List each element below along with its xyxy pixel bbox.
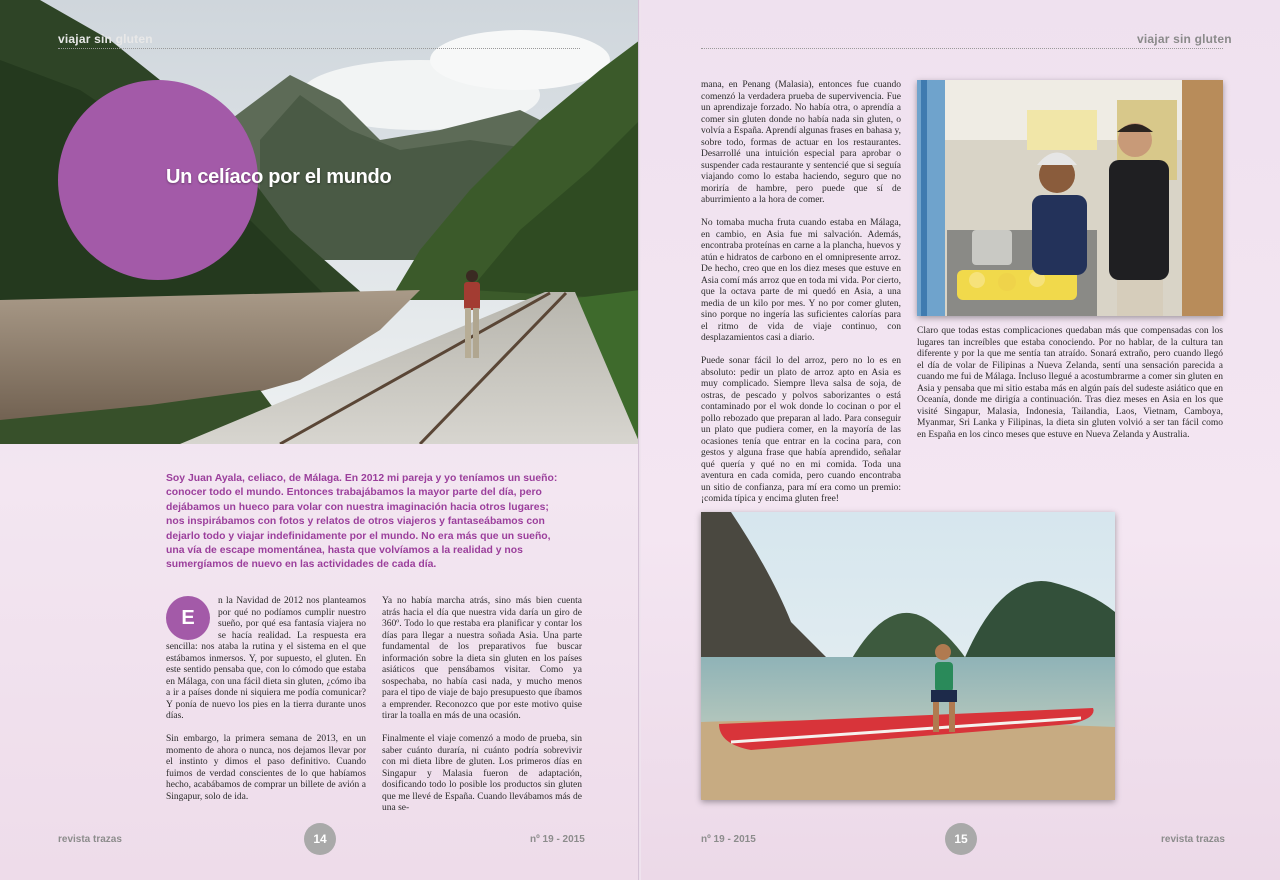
article-intro [166, 472, 566, 573]
body-column-2 [382, 596, 582, 826]
footer-magazine-left: revista trazas [58, 834, 122, 845]
body-column-1 [166, 596, 366, 815]
page-number-left: 14 [304, 823, 336, 855]
street-food-photo [917, 80, 1223, 316]
header-divider-left [58, 48, 580, 49]
page-number-right: 15 [945, 823, 977, 855]
footer-issue-left: nº 19 - 2015 [530, 834, 585, 845]
paragraph: No tomaba mucha fruta cuando estaba en Málaga, en cambio, en Asia fue mi salvación. Además, encontraba proteínas en carne a la plancha, huevos y atún e hidratos de carbono en el omnipresente arroz. De hecho, creo que en los diez meses que estuve en Asia comí más arroz que en toda mi vida. Por cierto, que la octava parte de mi quedó en Asia, a una media de un kilo por mes. Y no por comer gluten, sino porque no ingería las suficientes calorías para el ritmo de vida de viaje continuo, con desplazamientos casi a diario. [701, 218, 901, 343]
right-page [641, 0, 1280, 880]
header-divider-right [701, 48, 1223, 49]
section-tag-right: viajar sin gluten [1137, 32, 1232, 46]
article-title: Un celíaco por el mundo [166, 166, 392, 188]
intro-paragraph: Soy Juan Ayala, celiaco, de Málaga. En 2012 mi pareja y yo teníamos un sueño: conocer todo el mundo. Entonces trabajábamos la mayor parte del día, pero dejábamos un hueco para volar con nuestra imaginación hacia otros lugares; nos inspirábamos con fotos y relatos de otros viajeros y fantaseábamos con dejarlo todo y viajar indefinidamente por el mundo. No era más que un sueño, una vía de escape momentánea, hasta que volvíamos a la realidad y nos sumergíamos de nuevo en las actividades de cada día. [166, 473, 558, 571]
kayak-photo [701, 512, 1115, 800]
footer-issue-right: nº 19 - 2015 [701, 834, 756, 845]
paragraph: Puede sonar fácil lo del arroz, pero no lo es en absoluto: pedir un plato de arroz apto en Asia es muy complicado. Siempre lleva salsa de soja, de ostras, de pescado y polvos saborizantes o está contaminado por el wok donde lo cocinan o por el pollo rebozado que preparan al lado. Para conseguir un plato que pudiera comer, en la mayoría de las ocasiones tenía que entrar en la cocina para, con gestos y alguna frase que había aprendido, señalar qué quería y qué no en mi comida. Toda una aventura en cada comida, pero cuando encontraba un sitio de confianza, para mí era como un premio: ¡comida típica y encima gluten free! [701, 356, 901, 504]
paragraph: Claro que todas estas complicaciones quedaban más que compensadas con los lugares tan increíbles que estaba conociendo. Por no hablar, de la cultura tan diferente y por la que me sentía tan atraído. Sonará extraño, pero cuando llegó el día de volar de Filipinas a Nueva Zelanda, sentí una sensación parecida a cuando me fui de Málaga. Incluso llegué a acostumbrarme a comer sin gluten en Asia y pensaba que mi sitio estaba más en algún país del sudeste asiático que en Oceanía, donde me dirigía a continuación. Tras diez meses en Asia en los que visité Singapur, Malasia, Indonesia, Tailandia, Laos, Vietnam, Camboya, Myanmar, Sri Lanka y Filipinas, la dieta sin gluten volvió a ser tan fácil como en España en los cinco meses que estuve en Nueva Zelanda y Australia. [917, 326, 1223, 440]
paragraph: mana, en Penang (Malasia), entonces fue cuando comenzó la verdadera prueba de supervivencia. Fue un aprendizaje forzado. No había otra, o aprendía a comer sin gluten donde no había nada sin gluten, o volvía a España. Aprendí algunas frases en bahasa y, sobre todo, formas de actuar en los restaurantes. Desarrollé una intuición especial para aprobar o suspender cada restaurante y sentencié que si seguía viajando como lo estaba haciendo, seguro que no moriría de hambre, pero puede que sí de aburrimiento a la hora de comer. [701, 80, 901, 205]
body-column-4 [917, 326, 1223, 453]
paragraph: n la Navidad de 2012 nos planteamos por qué no podíamos cumplir nuestro sueño, por qué esa fantasía viajera no se hacía realidad. La respuesta era sencilla: nos ataba la rutina y el sistema en el que estábamos inmersos. Y, por supuesto, el gluten. En este sentido pensaba que, con lo cómodo que estaba en Málaga, con una fácil dieta sin gluten, ¿cómo iba a ir a países donde ni siquiera me podía comunicar? Y ponía de nuevo los pies en la tierra durante unos días. [166, 596, 366, 721]
kayak-beach-image [701, 512, 1115, 800]
body-column-3 [701, 80, 901, 517]
dropcap: E [166, 596, 210, 640]
footer-magazine-right: revista trazas [1161, 834, 1225, 845]
paragraph: Sin embargo, la primera semana de 2013, en un momento de ahora o nunca, nos dejamos llevar por el instinto y dimos el paso definitivo. Cuando fuimos de verdad conscientes de lo que habíamos hecho, acabábamos de comprar un billete de avión a Singapur, solo de ida. [166, 734, 366, 802]
paragraph: Ya no había marcha atrás, sino más bien cuenta atrás hacia el día que nuestra vida daría un giro de 360º. Todo lo que restaba era planificar y contar los días para llegar a nuestra soñada Asia. Una parte fundamental de los preparativos fue buscar información sobre la dieta sin gluten en los países asiáticos que pensábamos visitar. Como ya sospechaba, no había casi nada, y mucho menos para el tipo de viaje de bajo presupuesto que íbamos a emprender. Reconozco que por este motivo quise tirar la toalla en más de una ocasión. [382, 596, 582, 721]
section-tag-left: viajar sin gluten [58, 32, 153, 46]
food-stall-image [917, 80, 1223, 316]
paragraph: Finalmente el viaje comenzó a modo de prueba, sin saber cuánto duraría, ni cuánto podría sobrevivir con mi dieta libre de gluten. Los primeros días en Singapur y Malasia fueron de adaptación, dosificando todo lo posible los productos sin gluten que me llevé de España. Cuando llevábamos más de una se- [382, 734, 582, 813]
